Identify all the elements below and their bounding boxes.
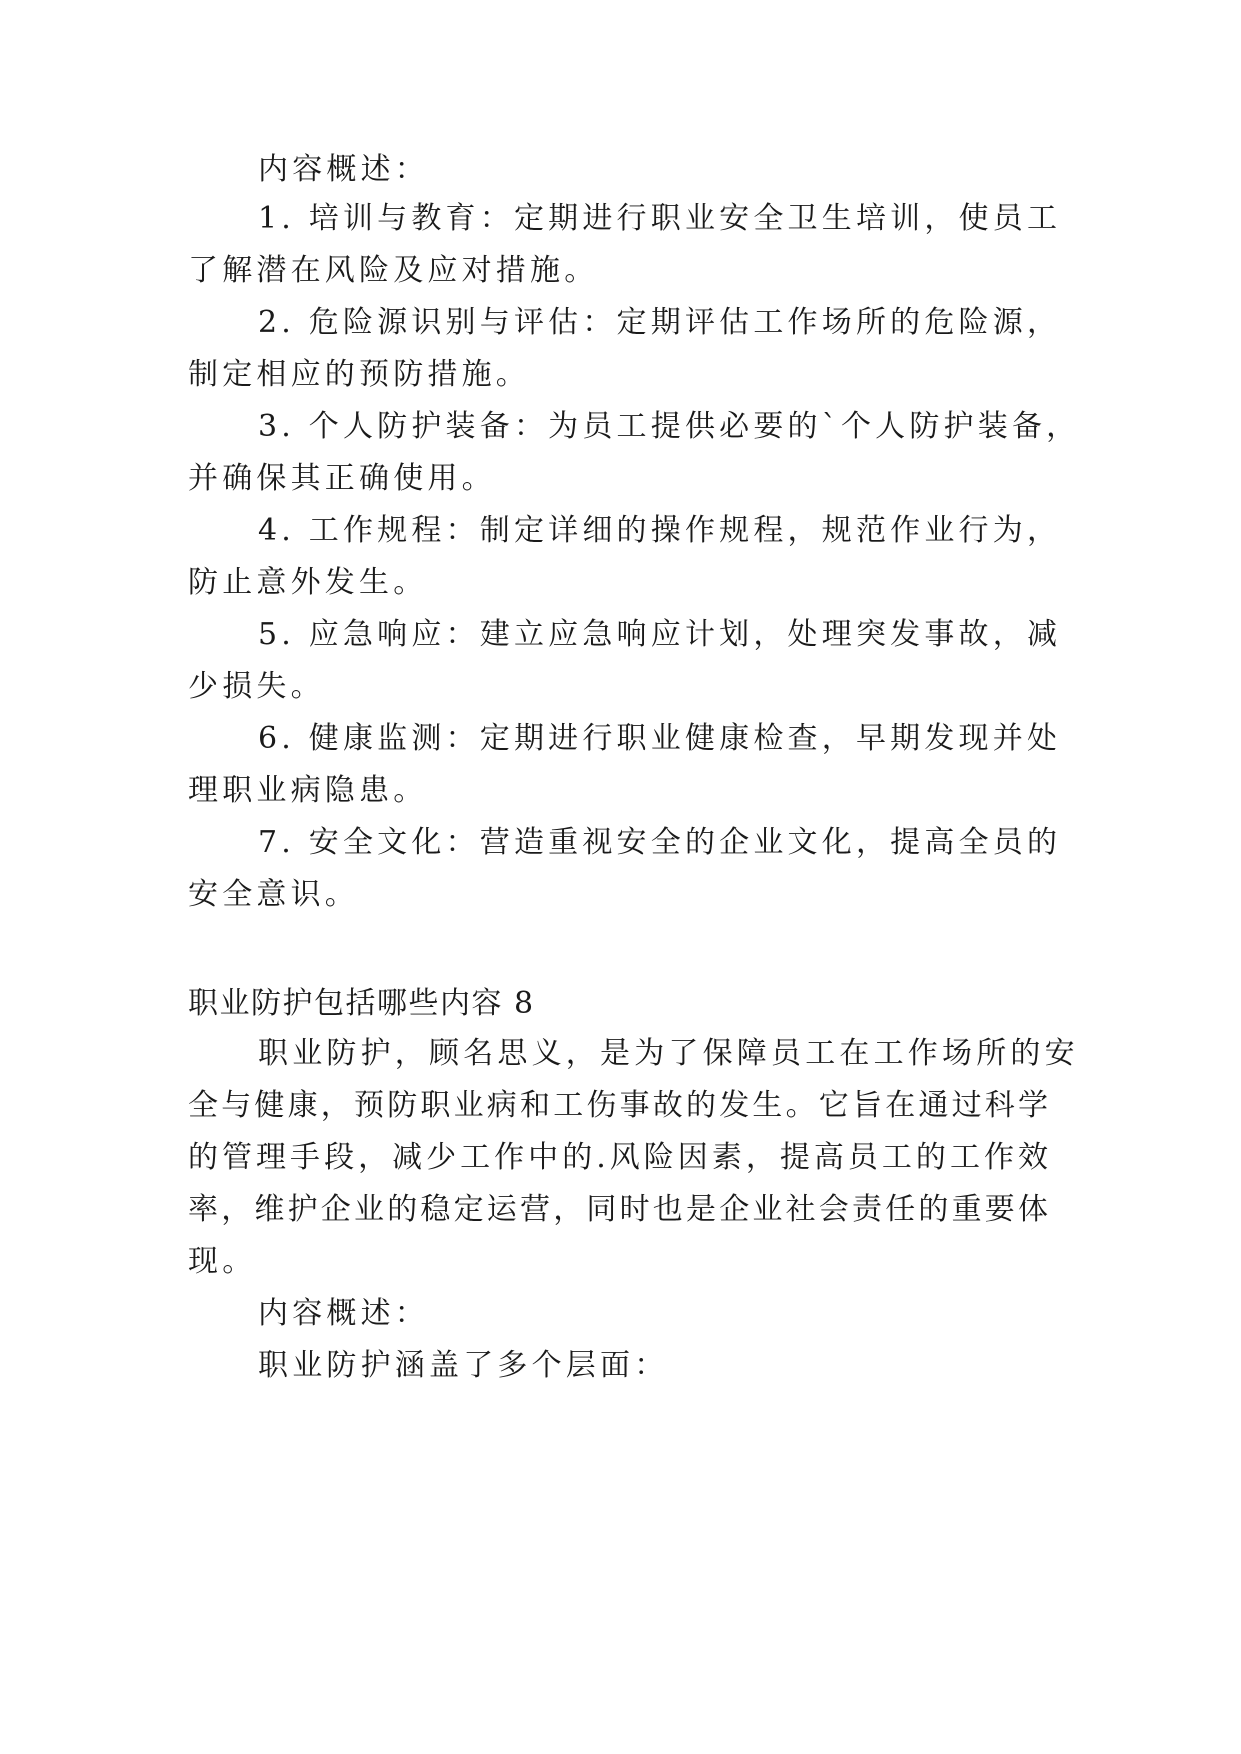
item-3-line-1: 3. 个人防护装备：为员工提供必要的`个人防护装备， (258, 409, 1081, 444)
item-4-line-2: 防止意外发生。 (188, 565, 428, 600)
item-2-line-1: 2. 危险源识别与评估：定期评估工作场所的危险源， (258, 305, 1062, 340)
item-6-line-2: 理职业病隐患。 (188, 773, 428, 808)
section2-heading: 职业防护包括哪些内容 8 (188, 986, 535, 1021)
intro-line-4: 率，维护企业的稳定运营，同时也是企业社会责任的重要体 (188, 1192, 1048, 1227)
item-3-line-2: 并确保其正确使用。 (188, 461, 496, 496)
item-4-line-1: 4. 工作规程：制定详细的操作规程，规范作业行为， (258, 513, 1062, 548)
item-7-line-2: 安全意识。 (188, 877, 359, 912)
section2-last-line: 职业防护涵盖了多个层面： (258, 1348, 669, 1383)
intro-line-3: 的管理手段，减少工作中的.风险因素，提高员工的工作效 (188, 1140, 1048, 1175)
intro-line-5: 现。 (188, 1244, 257, 1279)
intro-line-1: 职业防护，顾名思义，是为了保障员工在工作场所的安 (258, 1036, 1079, 1071)
intro-line-2: 全与健康，预防职业病和工伤事故的发生。它旨在通过科学 (188, 1088, 1048, 1123)
item-5-line-2: 少损失。 (188, 669, 325, 704)
item-6-line-1: 6. 健康监测：定期进行职业健康检查，早期发现并处 (258, 721, 1062, 756)
item-2-line-2: 制定相应的预防措施。 (188, 357, 530, 392)
item-1-line-2: 了解潜在风险及应对措施。 (188, 253, 599, 288)
item-1-line-1: 1. 培训与教育：定期进行职业安全卫生培训，使员工 (258, 201, 1062, 236)
item-5-line-1: 5. 应急响应：建立应急响应计划，处理突发事故，减 (258, 617, 1062, 652)
section1-subheading: 内容概述： (258, 152, 429, 187)
item-7-line-1: 7. 安全文化：营造重视安全的企业文化，提高全员的 (258, 825, 1062, 860)
section2-subheading: 内容概述： (258, 1296, 429, 1331)
